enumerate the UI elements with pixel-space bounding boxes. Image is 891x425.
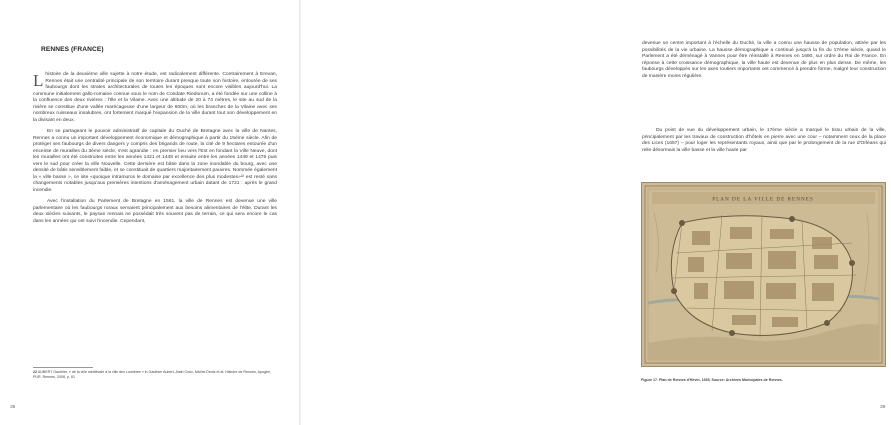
left-page [0, 0, 300, 425]
right-text-column-2 [642, 128, 886, 159]
right-page [300, 0, 886, 425]
section-heading: RENNES (FRANCE) [41, 46, 104, 53]
left-text-column [33, 72, 277, 230]
right-text-column [642, 41, 886, 85]
historic-map-figure [641, 182, 886, 367]
paragraph-17th-century: Du point de vue du développement urbain, le 17ème siècle a marqué le tissu urbain de la ville, principalement par les travaux de construction d'hôtels en pierre avec une cour – notamment ceux de la place des Lices (1657) – pour loger les représentants royaux, ainsi que par le prolongement de la rue d'Orléans qui relie désormais la ville basse et la ville haute par [642, 128, 886, 153]
footnote-rule [33, 367, 93, 368]
paragraph-intro [33, 72, 277, 124]
map-illustration [642, 183, 885, 366]
page-number-right: 39 [880, 405, 886, 410]
footnote-text: AUBERT Gauthier, « de la ville médiévale à la ville des Lumières » in Gauthier Aubert, Alain Croix, Michel Denis et al. Histoire de Rennes, Apogée, PUR, Rennes, 2008, p. 61 [33, 370, 271, 379]
footnote [33, 370, 277, 380]
map-title: PLAN DE LA VILLE DE RENNES [712, 196, 814, 203]
paragraph-continuation: devenue un centre important à l'échelle du Duché, la ville a connu une hausse de population, attirée par les possibilités de la vie urbaine. La hausse démographique a continué jusqu'à la fin du 17ème siècle, quand le Parlement a été déménagé à Vannes pour être réinstallé à Rennes en 1690, sur ordre du Roi de France. En réponse à cette croissance démographique, la ville haute est devenue de plus en plus dense. De même, les faubourgs développés sur les axes routiers importants ont commencé à prendre forme, malgré leur construction de manière moins régulière. [642, 41, 886, 79]
paragraph-duchy: En se partageant le pouvoir administratif de capitale du Duché de Bretagne avec la ville de Nantes, Rennes a connu un important développement économique et démographique à partir du 15ème siècle. Afin de protéger ses faubourgs de divers dangers y compris des brigands de route, la cité de 9 hectares entourée d'un enceinte de murailles du 3ème siècle, s'est agrandie : en premier lieu vers l'Est en fondant la Ville Neuve, dont les murailles ont été construites entre les années 1421 et 1448 et ensuite entre les années 1449 et 1476 puis vers le sud pour créer la ville Nouvelle. Cette dernière est bâtie dans la zone inondable du bourg, avec une densité de bâtis sensiblement faible, et se constituait de quartiers majoritairement pauvres. Nommée également la « ville basse », ce site «quoique intramuros le domaine par excellence des plus modestes»²² est resté sans changements notables jusqu'aux premières intentions d'aménagement urbain datant de 1721 : après le grand incendie. [33, 128, 277, 193]
drop-cap: L [33, 71, 44, 90]
paragraph-intro-text: histoire de la deuxième ville sujette à notre étude, est radicalement différente. Contrairement à Erevan, Rennes était une centralité principale de son territoire durant presque toute son histoire, entourée de ses faubourgs dont les strates architecturales de toutes les époques sont encore visibles aujourd'hui. La commune initialement gallo-romaine connue sous le nom de Condate Riedonum, a été fondée sur une colline à la confluence des deux rivières : l'Ille et la Vilaine. Avec une altitude de 20 à 74 mètres, le site au sud de la rivière se constitue d'une vallée marécageuse d'une largeur de 600m, où les branches de la Vilaine avec ses nombreux ruisseaux insalubres, ont fortement marqué l'expansion de la ville durant tout son développement en la divisant en deux. [33, 72, 277, 123]
figure-caption: Figure 17. Plan de Rennes d'Hévin, 1665. Source: Archives Municipales de Rennes. [641, 378, 783, 382]
paragraph-parliament: Avec l'installation du Parlement de Bretagne en 1561, la ville de Rennes est devenue une ville parlementaire où les faubourgs ruraux servaient principalement aux besoins alimentaires de l'élite. Durant les deux siècles suivants, le paysan rennais ne possédait très souvent pas de terrain, ce qui sera encore le cas dans les années qui ont suivi l'incendie. Cependant, [33, 199, 277, 224]
page-number-left: 38 [10, 405, 16, 410]
footnote-number: 22 [33, 370, 37, 374]
